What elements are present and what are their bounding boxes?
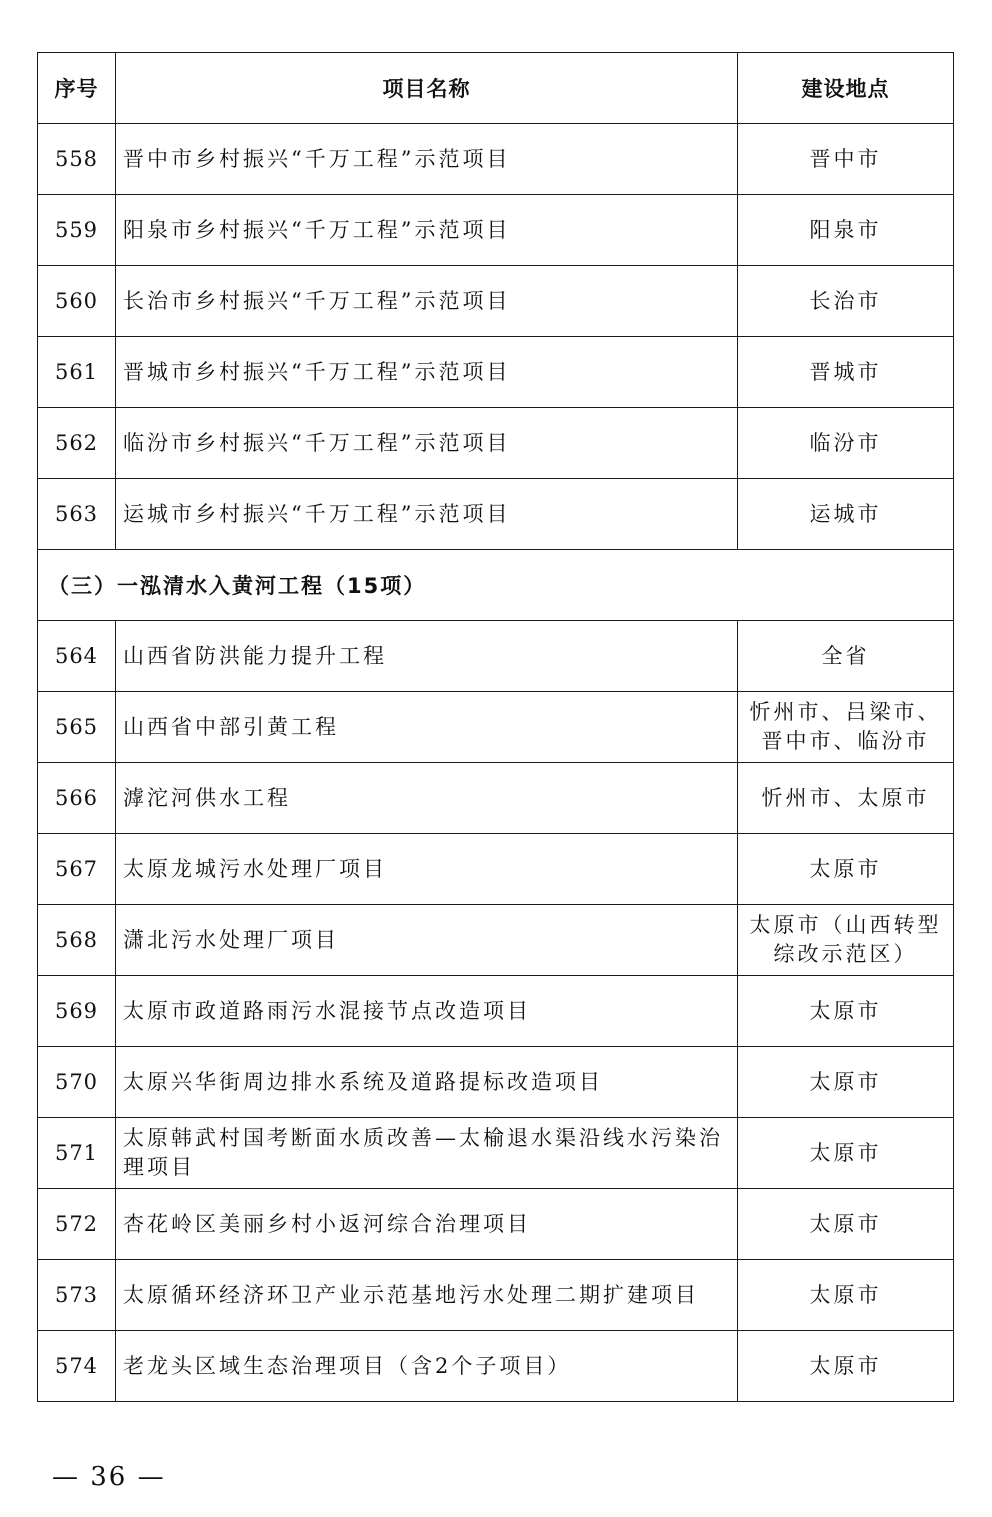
header-no: 序号: [38, 53, 116, 124]
table-header-row: [38, 53, 954, 124]
row-name: 太原兴华街周边排水系统及道路提标改造项目: [116, 1047, 738, 1118]
row-no: 560: [38, 266, 116, 337]
table-row: [38, 692, 954, 763]
page-number: — 36 —: [52, 1462, 166, 1492]
table-row: [38, 1118, 954, 1189]
row-location: 忻州市、太原市: [738, 763, 954, 834]
section-row: [38, 550, 954, 621]
row-no: 565: [38, 692, 116, 763]
row-no: 571: [38, 1118, 116, 1189]
table-row: [38, 124, 954, 195]
row-no: 574: [38, 1331, 116, 1402]
row-no: 570: [38, 1047, 116, 1118]
row-location: 太原市（山西转型综改示范区）: [738, 905, 954, 976]
table-row: [38, 1189, 954, 1260]
row-no: 572: [38, 1189, 116, 1260]
row-location: 运城市: [738, 479, 954, 550]
row-no: 563: [38, 479, 116, 550]
table-row: [38, 266, 954, 337]
table-row: [38, 976, 954, 1047]
section-title: （三）一泓清水入黄河工程（15项）: [38, 550, 954, 621]
row-name: 杏花岭区美丽乡村小返河综合治理项目: [116, 1189, 738, 1260]
row-name: 太原龙城污水处理厂项目: [116, 834, 738, 905]
row-no: 569: [38, 976, 116, 1047]
table-row: [38, 621, 954, 692]
row-name: 山西省中部引黄工程: [116, 692, 738, 763]
row-name: 山西省防洪能力提升工程: [116, 621, 738, 692]
table-row: [38, 408, 954, 479]
table-row: [38, 337, 954, 408]
row-location: 晋中市: [738, 124, 954, 195]
row-location: 全省: [738, 621, 954, 692]
row-location: 太原市: [738, 1118, 954, 1189]
row-location: 太原市: [738, 1260, 954, 1331]
row-no: 567: [38, 834, 116, 905]
row-location: 晋城市: [738, 337, 954, 408]
row-name: 运城市乡村振兴“千万工程”示范项目: [116, 479, 738, 550]
project-table: [37, 52, 954, 1402]
table-row: [38, 1331, 954, 1402]
row-name: 晋城市乡村振兴“千万工程”示范项目: [116, 337, 738, 408]
row-no: 566: [38, 763, 116, 834]
row-no: 564: [38, 621, 116, 692]
row-no: 562: [38, 408, 116, 479]
row-no: 568: [38, 905, 116, 976]
header-location: 建设地点: [738, 53, 954, 124]
header-name: 项目名称: [116, 53, 738, 124]
table-row: [38, 834, 954, 905]
row-name: 阳泉市乡村振兴“千万工程”示范项目: [116, 195, 738, 266]
row-location: 太原市: [738, 976, 954, 1047]
table-row: [38, 905, 954, 976]
table-row: [38, 195, 954, 266]
row-no: 559: [38, 195, 116, 266]
row-no: 573: [38, 1260, 116, 1331]
row-name: 太原韩武村国考断面水质改善—太榆退水渠沿线水污染治理项目: [116, 1118, 738, 1189]
table-row: [38, 1260, 954, 1331]
row-location: 太原市: [738, 834, 954, 905]
row-name: 太原市政道路雨污水混接节点改造项目: [116, 976, 738, 1047]
row-name: 太原循环经济环卫产业示范基地污水处理二期扩建项目: [116, 1260, 738, 1331]
row-name: 晋中市乡村振兴“千万工程”示范项目: [116, 124, 738, 195]
row-name: 老龙头区域生态治理项目（含2个子项目）: [116, 1331, 738, 1402]
row-location: 太原市: [738, 1331, 954, 1402]
row-location: 太原市: [738, 1189, 954, 1260]
row-location: 忻州市、吕梁市、晋中市、临汾市: [738, 692, 954, 763]
row-no: 561: [38, 337, 116, 408]
table-row: [38, 479, 954, 550]
row-name: 临汾市乡村振兴“千万工程”示范项目: [116, 408, 738, 479]
table-row: [38, 1047, 954, 1118]
row-location: 长治市: [738, 266, 954, 337]
row-name: 潇北污水处理厂项目: [116, 905, 738, 976]
table-row: [38, 763, 954, 834]
row-no: 558: [38, 124, 116, 195]
row-name: 滹沱河供水工程: [116, 763, 738, 834]
row-location: 太原市: [738, 1047, 954, 1118]
row-location: 临汾市: [738, 408, 954, 479]
row-location: 阳泉市: [738, 195, 954, 266]
row-name: 长治市乡村振兴“千万工程”示范项目: [116, 266, 738, 337]
